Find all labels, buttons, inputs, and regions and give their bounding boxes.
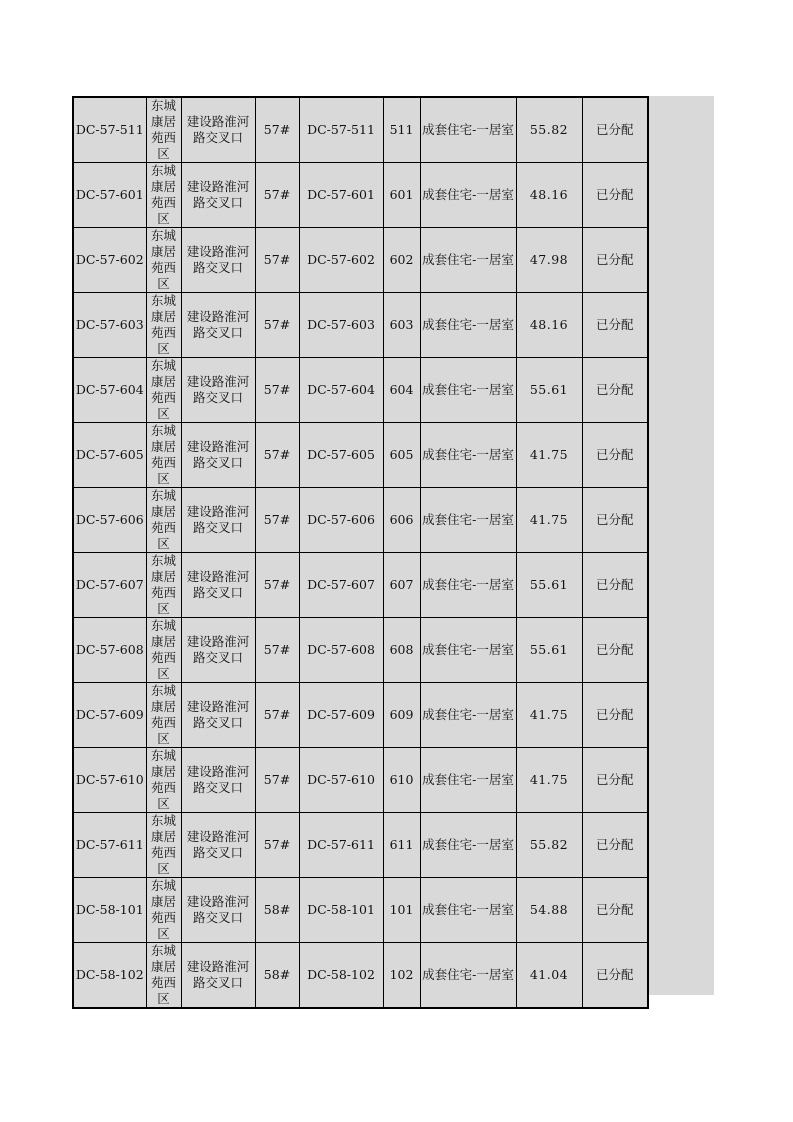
housing-type-cell: 成套住宅-一居室 xyxy=(420,813,516,878)
housing-type-cell: 成套住宅-一居室 xyxy=(420,488,516,553)
housing-type-cell: 成套住宅-一居室 xyxy=(420,358,516,423)
room-number-cell: 101 xyxy=(383,878,420,943)
area-cell: 55.61 xyxy=(516,618,582,683)
area-cell: 47.98 xyxy=(516,228,582,293)
area-cell: 55.61 xyxy=(516,553,582,618)
status-cell: 已分配 xyxy=(582,358,648,423)
room-number-cell: 605 xyxy=(383,423,420,488)
building-cell: 57# xyxy=(255,423,299,488)
table-row xyxy=(73,553,648,618)
district-cell: 东城 康居 苑西 区 xyxy=(146,813,181,878)
area-cell: 55.82 xyxy=(516,97,582,163)
housing-type-cell: 成套住宅-一居室 xyxy=(420,163,516,228)
room-number-cell: 604 xyxy=(383,358,420,423)
building-cell: 57# xyxy=(255,683,299,748)
housing-code-cell: DC-57-606 xyxy=(73,488,146,553)
table-row xyxy=(73,228,648,293)
unit-code-cell: DC-57-607 xyxy=(299,553,383,618)
housing-code-cell: DC-58-101 xyxy=(73,878,146,943)
table-row xyxy=(73,293,648,358)
table-row xyxy=(73,163,648,228)
unit-code-cell: DC-57-611 xyxy=(299,813,383,878)
district-cell: 东城 康居 苑西 区 xyxy=(146,423,181,488)
housing-code-cell: DC-57-611 xyxy=(73,813,146,878)
table-row xyxy=(73,618,648,683)
room-number-cell: 606 xyxy=(383,488,420,553)
area-cell: 41.75 xyxy=(516,423,582,488)
unit-code-cell: DC-57-610 xyxy=(299,748,383,813)
status-cell: 已分配 xyxy=(582,553,648,618)
table-row xyxy=(73,683,648,748)
status-cell: 已分配 xyxy=(582,423,648,488)
unit-code-cell: DC-57-605 xyxy=(299,423,383,488)
table-row xyxy=(73,488,648,553)
road-location-cell: 建设路淮河路交叉口 xyxy=(181,878,255,943)
building-cell: 57# xyxy=(255,553,299,618)
housing-type-cell: 成套住宅-一居室 xyxy=(420,683,516,748)
housing-type-cell: 成套住宅-一居室 xyxy=(420,748,516,813)
area-cell: 48.16 xyxy=(516,293,582,358)
housing-code-cell: DC-57-605 xyxy=(73,423,146,488)
status-cell: 已分配 xyxy=(582,748,648,813)
road-location-cell: 建设路淮河路交叉口 xyxy=(181,683,255,748)
district-cell: 东城 康居 苑西 区 xyxy=(146,97,181,163)
building-cell: 57# xyxy=(255,488,299,553)
district-cell: 东城 康居 苑西 区 xyxy=(146,358,181,423)
unit-code-cell: DC-57-601 xyxy=(299,163,383,228)
status-cell: 已分配 xyxy=(582,618,648,683)
housing-code-cell: DC-57-602 xyxy=(73,228,146,293)
housing-type-cell: 成套住宅-一居室 xyxy=(420,228,516,293)
area-cell: 41.75 xyxy=(516,683,582,748)
room-number-cell: 601 xyxy=(383,163,420,228)
building-cell: 57# xyxy=(255,748,299,813)
status-cell: 已分配 xyxy=(582,163,648,228)
status-cell: 已分配 xyxy=(582,943,648,1009)
room-number-cell: 602 xyxy=(383,228,420,293)
status-cell: 已分配 xyxy=(582,228,648,293)
unit-code-cell: DC-57-609 xyxy=(299,683,383,748)
housing-type-cell: 成套住宅-一居室 xyxy=(420,943,516,1009)
area-cell: 41.04 xyxy=(516,943,582,1009)
area-cell: 41.75 xyxy=(516,748,582,813)
table-row xyxy=(73,358,648,423)
housing-type-cell: 成套住宅-一居室 xyxy=(420,553,516,618)
table-row xyxy=(73,423,648,488)
unit-code-cell: DC-57-602 xyxy=(299,228,383,293)
table-row xyxy=(73,97,648,163)
building-cell: 58# xyxy=(255,943,299,1009)
district-cell: 东城 康居 苑西 区 xyxy=(146,228,181,293)
road-location-cell: 建设路淮河路交叉口 xyxy=(181,618,255,683)
unit-code-cell: DC-57-603 xyxy=(299,293,383,358)
housing-code-cell: DC-58-102 xyxy=(73,943,146,1009)
housing-code-cell: DC-57-604 xyxy=(73,358,146,423)
building-cell: 57# xyxy=(255,293,299,358)
housing-code-cell: DC-57-608 xyxy=(73,618,146,683)
status-cell: 已分配 xyxy=(582,97,648,163)
road-location-cell: 建设路淮河路交叉口 xyxy=(181,748,255,813)
unit-code-cell: DC-58-102 xyxy=(299,943,383,1009)
table-row xyxy=(73,813,648,878)
area-cell: 55.82 xyxy=(516,813,582,878)
table-row xyxy=(73,878,648,943)
district-cell: 东城 康居 苑西 区 xyxy=(146,553,181,618)
area-cell: 55.61 xyxy=(516,358,582,423)
room-number-cell: 511 xyxy=(383,97,420,163)
building-cell: 58# xyxy=(255,878,299,943)
district-cell: 东城 康居 苑西 区 xyxy=(146,293,181,358)
unit-code-cell: DC-57-608 xyxy=(299,618,383,683)
road-location-cell: 建设路淮河路交叉口 xyxy=(181,423,255,488)
housing-type-cell: 成套住宅-一居室 xyxy=(420,423,516,488)
road-location-cell: 建设路淮河路交叉口 xyxy=(181,488,255,553)
status-cell: 已分配 xyxy=(582,813,648,878)
status-cell: 已分配 xyxy=(582,878,648,943)
table-row xyxy=(73,943,648,1009)
building-cell: 57# xyxy=(255,228,299,293)
room-number-cell: 603 xyxy=(383,293,420,358)
housing-code-cell: DC-57-601 xyxy=(73,163,146,228)
area-cell: 41.75 xyxy=(516,488,582,553)
district-cell: 东城 康居 苑西 区 xyxy=(146,943,181,1009)
housing-code-cell: DC-57-610 xyxy=(73,748,146,813)
district-cell: 东城 康居 苑西 区 xyxy=(146,618,181,683)
road-location-cell: 建设路淮河路交叉口 xyxy=(181,358,255,423)
housing-type-cell: 成套住宅-一居室 xyxy=(420,878,516,943)
unit-code-cell: DC-57-511 xyxy=(299,97,383,163)
housing-code-cell: DC-57-609 xyxy=(73,683,146,748)
room-number-cell: 102 xyxy=(383,943,420,1009)
road-location-cell: 建设路淮河路交叉口 xyxy=(181,293,255,358)
housing-type-cell: 成套住宅-一居室 xyxy=(420,618,516,683)
room-number-cell: 608 xyxy=(383,618,420,683)
district-cell: 东城 康居 苑西 区 xyxy=(146,683,181,748)
status-cell: 已分配 xyxy=(582,488,648,553)
road-location-cell: 建设路淮河路交叉口 xyxy=(181,553,255,618)
building-cell: 57# xyxy=(255,358,299,423)
district-cell: 东城 康居 苑西 区 xyxy=(146,163,181,228)
table-row xyxy=(73,748,648,813)
district-cell: 东城 康居 苑西 区 xyxy=(146,748,181,813)
table-body xyxy=(73,97,648,1008)
building-cell: 57# xyxy=(255,618,299,683)
building-cell: 57# xyxy=(255,813,299,878)
housing-type-cell: 成套住宅-一居室 xyxy=(420,97,516,163)
room-number-cell: 610 xyxy=(383,748,420,813)
housing-code-cell: DC-57-603 xyxy=(73,293,146,358)
housing-code-cell: DC-57-511 xyxy=(73,97,146,163)
status-cell: 已分配 xyxy=(582,293,648,358)
road-location-cell: 建设路淮河路交叉口 xyxy=(181,163,255,228)
room-number-cell: 607 xyxy=(383,553,420,618)
status-cell: 已分配 xyxy=(582,683,648,748)
unit-code-cell: DC-57-604 xyxy=(299,358,383,423)
area-cell: 48.16 xyxy=(516,163,582,228)
road-location-cell: 建设路淮河路交叉口 xyxy=(181,813,255,878)
building-cell: 57# xyxy=(255,97,299,163)
housing-table xyxy=(72,96,649,1009)
district-cell: 东城 康居 苑西 区 xyxy=(146,878,181,943)
housing-type-cell: 成套住宅-一居室 xyxy=(420,293,516,358)
road-location-cell: 建设路淮河路交叉口 xyxy=(181,228,255,293)
room-number-cell: 609 xyxy=(383,683,420,748)
unit-code-cell: DC-58-101 xyxy=(299,878,383,943)
road-location-cell: 建设路淮河路交叉口 xyxy=(181,943,255,1009)
district-cell: 东城 康居 苑西 区 xyxy=(146,488,181,553)
housing-code-cell: DC-57-607 xyxy=(73,553,146,618)
unit-code-cell: DC-57-606 xyxy=(299,488,383,553)
road-location-cell: 建设路淮河路交叉口 xyxy=(181,97,255,163)
building-cell: 57# xyxy=(255,163,299,228)
area-cell: 54.88 xyxy=(516,878,582,943)
room-number-cell: 611 xyxy=(383,813,420,878)
